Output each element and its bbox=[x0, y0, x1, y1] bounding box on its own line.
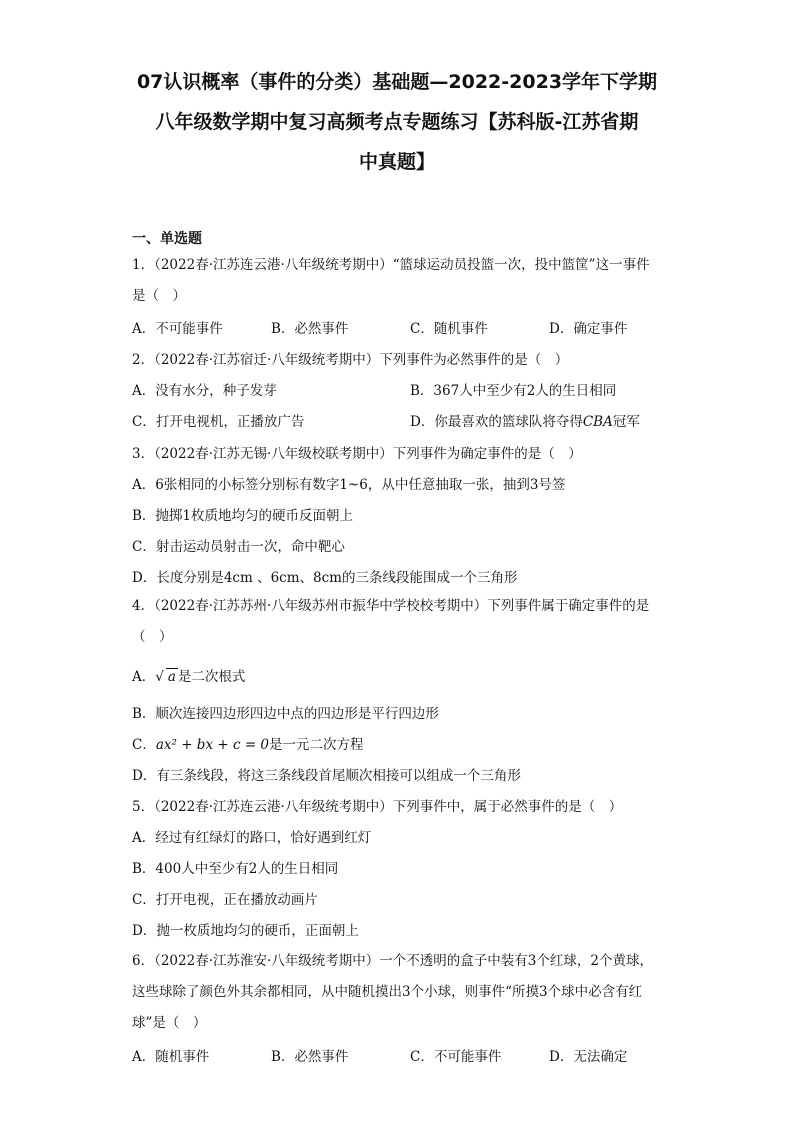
question-4-option-d: D．有三条线段，将这三条线段首尾顺次相接可以组成一个三角形 bbox=[132, 768, 521, 784]
option-d: D．确定事件 bbox=[549, 321, 628, 337]
option-b: B．必然事件 bbox=[271, 321, 349, 337]
question-6-stem: 6．（2022春·江苏淮安·八年级统考期中）一个不透明的盒子中装有3个红球，2个黄球，这些球除了颜色外其余都相同，从中随机摸出3个小球，则事件“所摸3个球中必含有红球”是（ ） bbox=[132, 953, 653, 1031]
question-5-option-a: A．经过有红绿灯的路口，恰好遇到红灯 bbox=[132, 830, 372, 846]
option-c-label: C． bbox=[132, 737, 156, 753]
option-a-label: A． bbox=[132, 669, 156, 685]
option-c: C．随机事件 bbox=[410, 321, 488, 337]
option-d-italic: CBA bbox=[582, 414, 613, 430]
title-line-3: 中真题】 bbox=[358, 151, 435, 173]
option-d: D．无法确定 bbox=[549, 1049, 628, 1065]
title-line-1: 07认识概率（事件的分类）基础题—2022-2023学年下学期 bbox=[136, 71, 658, 93]
option-d bbox=[410, 410, 640, 430]
question-5-option-b: B．400人中至少有2人的生日相同 bbox=[132, 861, 339, 877]
section-heading: 一、单选题 bbox=[132, 231, 202, 247]
option-c-text: 是一元二次方程 bbox=[269, 737, 364, 753]
option-b: B．必然事件 bbox=[271, 1049, 349, 1065]
quadratic-equation: ax² + bx + c = 0 bbox=[155, 737, 270, 753]
option-b: B．367人中至少有2人的生日相同 bbox=[410, 383, 617, 399]
question-4-option-c bbox=[132, 733, 364, 753]
question-3-stem: 3．（2022春·江苏无锡·八年级校联考期中）下列事件为确定事件的是（ ） bbox=[132, 446, 582, 462]
question-3-option-b: B．抛掷1枚质地均匀的硬币反面朝上 bbox=[132, 508, 354, 524]
option-d-text: D．你最喜欢的篮球队将夺得 bbox=[410, 414, 583, 430]
option-a-text: 是二次根式 bbox=[177, 669, 246, 685]
option-d-suffix: 冠军 bbox=[612, 414, 640, 430]
question-5-option-d: D．抛一枚质地均匀的硬币，正面朝上 bbox=[132, 923, 359, 939]
question-3-option-d: D．长度分别是4cm 、6cm、8cm的三条线段能围成一个三角形 bbox=[132, 570, 518, 586]
question-5-stem: 5．（2022春·江苏连云港·八年级统考期中）下列事件中，属于必然事件的是（ ） bbox=[132, 799, 623, 815]
option-a: A．随机事件 bbox=[132, 1049, 210, 1065]
question-5-option-c: C．打开电视，正在播放动画片 bbox=[132, 892, 318, 908]
question-1-stem: 1．（2022春·江苏连云港·八年级统考期中）“篮球运动员投篮一次，投中篮筐”这一事件是（ ） bbox=[132, 257, 650, 304]
question-4-option-b: B．顺次连接四边形四边中点的四边形是平行四边形 bbox=[132, 706, 439, 722]
option-c: C．打开电视机，正播放广告 bbox=[132, 414, 305, 430]
radical-expression: a bbox=[167, 669, 176, 685]
question-2-stem: 2．（2022春·江苏宿迁·八年级统考期中）下列事件为必然事件的是（ ） bbox=[132, 352, 569, 368]
question-3-option-c: C．射击运动员射击一次，命中靶心 bbox=[132, 539, 345, 555]
question-4-option-a: A．√ a 是二次根式 bbox=[132, 669, 246, 685]
option-a: A．没有水分，种子发芽 bbox=[132, 383, 277, 399]
title-line-2: 八年级数学期中复习高频考点专题练习【苏科版-江苏省期 bbox=[155, 111, 639, 133]
option-c: C．不可能事件 bbox=[410, 1049, 502, 1065]
option-a: A．不可能事件 bbox=[132, 321, 223, 337]
question-4-stem: 4．（2022春·江苏苏州·八年级苏州市振华中学校校考期中）下列事件属于确定事件的是（ ） bbox=[132, 598, 650, 645]
question-3-option-a: A．6张相同的小标签分别标有数字1~6，从中任意抽取一张，抽到3号签 bbox=[132, 477, 566, 493]
document-title bbox=[120, 62, 674, 182]
